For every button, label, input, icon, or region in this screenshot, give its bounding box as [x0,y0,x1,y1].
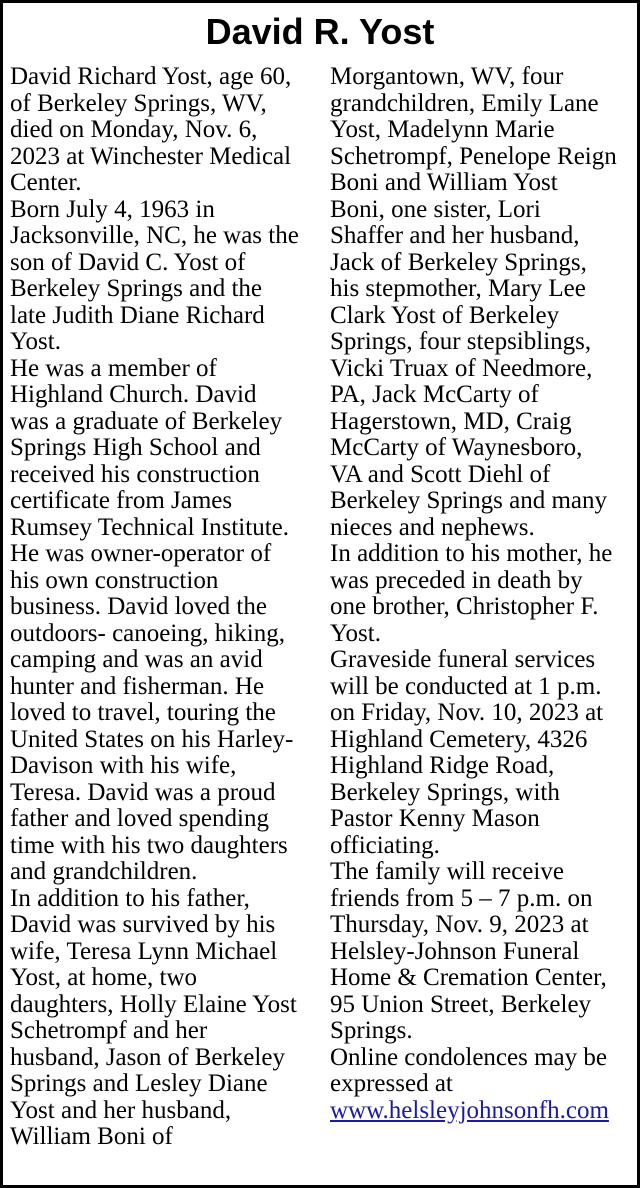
text-line: Jacksonville, NC, he was the [10,222,299,249]
text-line: expressed at [330,1070,453,1097]
text-line: Shaffer and her husband, [330,222,580,249]
text-line: Highland Church. David [10,381,257,408]
obituary-title: David R. Yost [205,11,435,52]
text-line: In addition to his mother, he [330,540,613,567]
text-line: will be conducted at 1 p.m. [330,672,602,700]
text-line: Springs. [330,1017,413,1044]
text-line: Yost, Madelynn Marie [330,116,555,143]
text-line: wife, Teresa Lynn Michael [10,937,278,965]
text-line: Pastor Kenny Mason [330,805,540,832]
text-line: McCarty of Waynesboro, [330,434,583,461]
text-line: David was survived by his [10,911,276,938]
text-line: received his construction [10,460,260,488]
text-line: was preceded in death by [330,566,583,594]
text-line: PA, Jack McCarty of [330,381,539,408]
text-line: Berkeley Springs, with [330,778,560,806]
text-line: hunter and fisherman. He [10,672,265,700]
text-line: Vicki Truax of Needmore, [330,354,593,382]
text-line: son of David C. Yost of [10,248,246,276]
text-line: friends from 5 – 7 p.m. on [330,884,593,912]
text-line: Boni and William Yost [330,169,558,196]
text-line: Springs and Lesley Diane [10,1070,268,1097]
text-line: He was owner-operator of [10,540,272,567]
right-column [330,64,635,1124]
text-line: In addition to his father, [10,884,250,912]
text-line: one brother, Christopher F. [330,593,599,620]
text-line: The family will receive [330,858,564,885]
text-line: William Boni of [10,1123,173,1150]
text-line: Schetrompf and her [10,1017,208,1044]
text-line: late Judith Diane Richard [10,301,265,329]
text-line: Schetrompf, Penelope Reign [330,142,617,170]
text-line: camping and was an avid [10,646,263,673]
text-line: Boni, one sister, Lori [330,195,541,223]
text-line: Online condolences may be [330,1043,607,1071]
text-line: 2023 at Winchester Medical [10,142,292,170]
text-line: Springs, four stepsiblings, [330,328,592,355]
text-line: on Friday, Nov. 10, 2023 at [330,699,604,726]
text-line: certificate from James [10,487,233,514]
text-line: Center. [10,169,82,196]
text-line: nieces and nephews. [330,513,535,541]
text-line: Graveside funeral services [330,646,596,673]
text-line: time with his two daughters [10,831,288,859]
text-line: Berkeley Springs and the [10,275,263,302]
text-line: Helsley-Johnson Funeral [330,937,580,965]
text-line: Teresa. David was a proud [10,778,276,806]
text-line: Yost. [10,328,61,355]
text-line: loved to travel, touring the [10,699,276,726]
text-line: Springs High School and [10,434,261,461]
text-line: of Berkeley Springs, WV, [10,89,267,117]
text-line: Jack of Berkeley Springs, [330,248,587,276]
text-line: father and loved spending [10,805,269,832]
text-line: his own construction [10,566,219,594]
text-line: Davison with his wife, [10,752,237,779]
text-line: Hagerstown, MD, Craig [330,407,572,435]
text-line: officiating. [330,831,440,859]
text-line: grandchildren, Emily Lane [330,89,599,117]
text-line: died on Monday, Nov. 6, [10,116,258,143]
text-line: VA and Scott Diehl of [330,460,551,488]
funeral-home-link[interactable]: www.helsleyjohnsonfh.com [330,1096,609,1124]
text-line: Born July 4, 1963 in [10,195,215,223]
text-line: daughters, Holly Elaine Yost [10,990,297,1018]
text-line: David Richard Yost, age 60, [10,63,292,90]
text-line: and grandchildren. [10,858,198,885]
text-line: He was a member of [10,354,217,382]
text-line: Morgantown, WV, four [330,63,564,90]
text-line: Yost and her husband, [10,1096,232,1124]
text-line: Yost, at home, two [10,964,198,991]
text-line: was a graduate of Berkeley [10,407,283,435]
text-line: Highland Cemetery, 4326 [330,725,588,753]
text-line: Berkeley Springs and many [330,487,608,514]
text-line: Highland Ridge Road, [330,752,555,779]
text-line: Thursday, Nov. 9, 2023 at [330,911,589,938]
text-line: Clark Yost of Berkeley [330,301,560,329]
text-line: his stepmother, Mary Lee [330,275,586,302]
left-column [10,64,320,1151]
text-line: husband, Jason of Berkeley [10,1043,285,1071]
text-line: 95 Union Street, Berkeley [330,990,592,1018]
text-line: outdoors- canoeing, hiking, [10,619,285,647]
text-line: Home & Cremation Center, [330,964,607,991]
text-line: business. David loved the [10,593,267,620]
text-line: Yost. [330,619,381,647]
text-line: United States on his Harley- [10,725,294,753]
text-line: Rumsey Technical Institute. [10,513,289,541]
